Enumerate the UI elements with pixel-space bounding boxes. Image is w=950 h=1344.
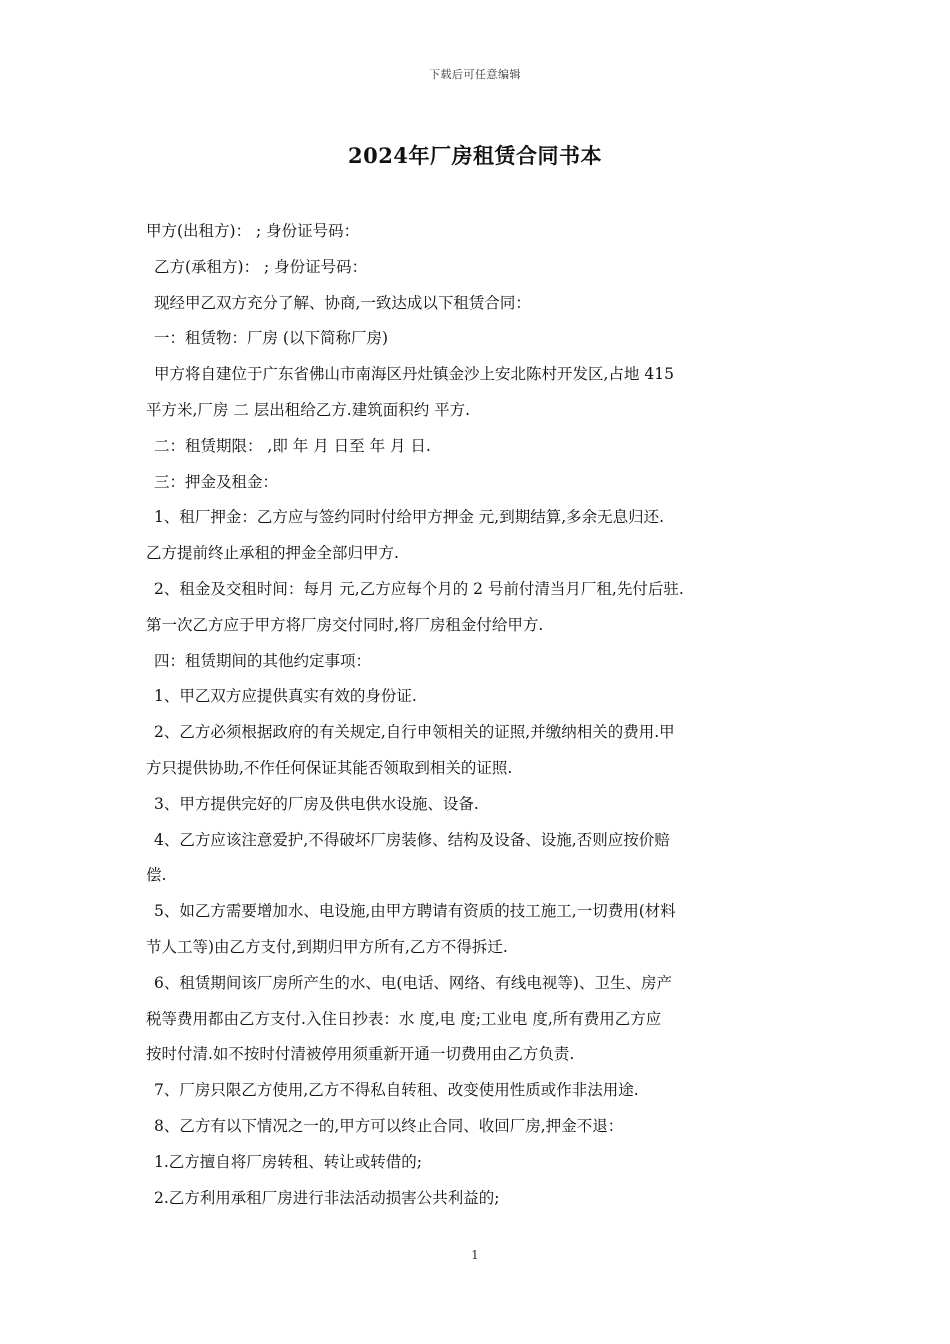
text-line: 8、乙方有以下情况之一的,甲方可以终止合同、收回厂房,押金不退： — [154, 1116, 624, 1135]
text-line: 5、如乙方需要增加水、电设施,由甲方聘请有资质的技工施工,一切费用(材料 — [154, 902, 676, 921]
contract-body — [146, 214, 808, 1216]
text-line: 偿. — [146, 866, 167, 885]
text-line: 甲方将自建位于广东省佛山市南海区丹灶镇金沙上安北陈村开发区,占地 415 — [154, 365, 674, 384]
page-number: 1 — [471, 1248, 479, 1262]
text-line: 1、租厂押金：乙方应与签约同时付给甲方押金 元,到期结算,多余无息归还. — [154, 508, 665, 527]
text-line: 三：押金及租金： — [154, 472, 279, 491]
text-line: 二：租赁期限： ,即 年 月 日至 年 月 日. — [154, 436, 431, 455]
text-line: 方只提供协助,不作任何保证其能否领取到相关的证照. — [146, 758, 513, 777]
text-line: 2、乙方必须根据政府的有关规定,自行申领相关的证照,并缴纳相关的费用.甲 — [154, 723, 675, 742]
text-line: 6、租赁期间该厂房所产生的水、电(电话、网络、有线电视等)、卫生、房产 — [154, 973, 672, 992]
document-title: 2024年厂房租赁合同书本 — [348, 143, 602, 168]
text-line: 1、甲乙双方应提供真实有效的身份证. — [154, 687, 417, 706]
text-line: 4、乙方应该注意爱护,不得破坏厂房装修、结构及设备、设施,否则应按价赔 — [154, 830, 670, 849]
text-line: 3、甲方提供完好的厂房及供电供水设施、设备. — [154, 794, 479, 813]
text-line: 2、租金及交租时间：每月 元,乙方应每个月的 2 号前付清当月厂租,先付后驻. — [154, 579, 684, 598]
text-line: 7、厂房只限乙方使用,乙方不得私自转租、改变使用性质或作非法用途. — [154, 1081, 639, 1100]
text-line: 乙方(承租方)： ; 身份证号码： — [154, 257, 368, 276]
text-line: 1.乙方擅自将厂房转租、转让或转借的; — [154, 1152, 423, 1171]
text-line: 2.乙方利用承租厂房进行非法活动损害公共利益的; — [154, 1188, 500, 1207]
text-line: 四：租赁期间的其他约定事项： — [154, 651, 372, 670]
text-line: 一：租赁物：厂房 (以下简称厂房) — [154, 329, 389, 348]
text-line: 甲方(出租方)： ; 身份证号码： — [146, 222, 360, 240]
text-line: 节人工等)由乙方支付,到期归甲方所有,乙方不得拆迁. — [146, 937, 508, 956]
header-note: 下载后可任意编辑 — [429, 68, 521, 81]
text-line: 第一次乙方应于甲方将厂房交付同时,将厂房租金付给甲方. — [146, 615, 544, 634]
text-line: 按时付清.如不按时付清被停用须重新开通一切费用由乙方负责. — [146, 1045, 575, 1064]
text-line: 乙方提前终止承租的押金全部归甲方. — [146, 544, 399, 563]
text-line: 税等费用都由乙方支付.入住日抄表：水 度,电 度;工业电 度,所有费用乙方应 — [146, 1009, 662, 1028]
text-line: 平方米,厂房 二 层出租给乙方.建筑面积约 平方. — [146, 400, 471, 419]
text-line: 现经甲乙双方充分了解、协商,一致达成以下租赁合同： — [154, 293, 531, 312]
